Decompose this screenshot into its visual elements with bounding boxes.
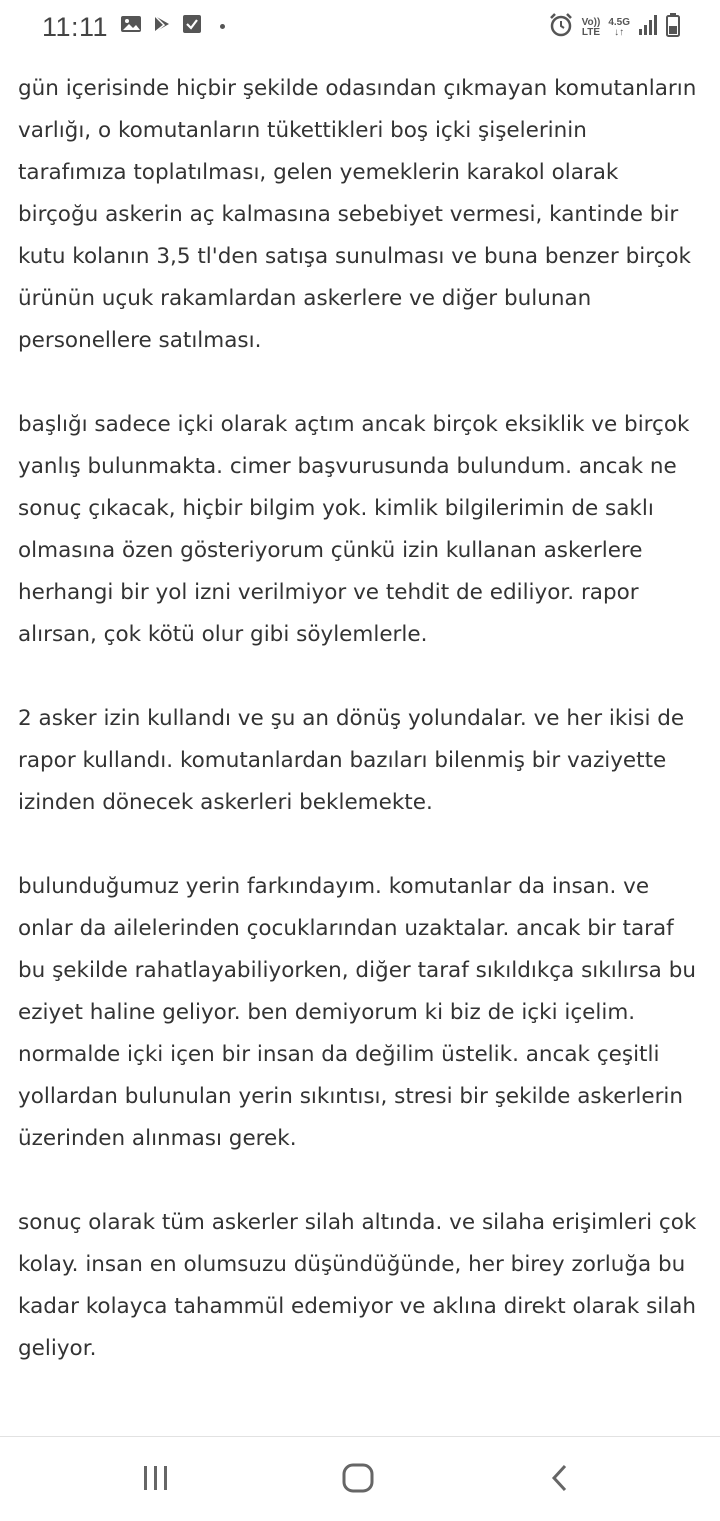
signal-icon xyxy=(638,14,658,41)
volte-bottom-label: LTE xyxy=(581,26,601,38)
article-paragraph: 2 asker izin kullandı ve şu an dönüş yolundalar. ve her ikisi de rapor kullandı. komutanlardan bazıları bilenmiş bir vaziyette izinden dönecek askerleri beklemekte. xyxy=(18,706,685,815)
volte-icon xyxy=(582,18,601,38)
gallery-icon xyxy=(120,15,142,38)
article-paragraph: bulunduğumuz yerin farkındayım. komutanlar da insan. ve onlar da ailelerinden çocuklarından uzaktalar. ancak bir taraf bu şekilde rahatlayabiliyorken, diğer taraf sıkıldıkça sıkılırsa bu eziyet haline geliyor. ben demiyorum ki biz de içki içelim. normalde içki içen bir insan da değilim üstelik. ancak çeşitli yollardan bulunulan yerin sıkıntısı, stresi bir şekilde askerlerin üzerinden alınması gerek. xyxy=(18,874,696,1151)
check-box-icon xyxy=(182,14,202,39)
recents-icon xyxy=(141,1464,171,1496)
article-paragraph: başlığı sadece içki olarak açtım ancak birçok eksiklik ve birçok yanlış bulunmakta. cimer başvurusunda bulundum. ancak ne sonuç çıkacak, hiçbir bilgim yok. kimlik bilgilerimin de saklı olmasına özen gösteriyorum çünkü izin kullanan askerlere herhangi bir yol izni verilmiyor ve tehdit de ediliyor. rapor alırsan, çok kötü olur gibi söylemlerle. xyxy=(18,412,690,647)
recents-button[interactable] xyxy=(136,1463,176,1497)
back-icon xyxy=(548,1463,572,1497)
article-paragraph: sonuç olarak tüm askerler silah altında. ve silaha erişimleri çok kolay. insan en olumsuzu düşündüğünde, her birey zorluğa bu kadar kolayca tahammül edemiyor ve aklına direkt olarak silah geliyor. xyxy=(18,1210,697,1361)
volte-top-label: Vo)) xyxy=(581,16,601,28)
system-icons xyxy=(548,12,680,43)
status-time: 11:11 xyxy=(42,12,109,42)
article-body xyxy=(0,58,720,1436)
home-button[interactable] xyxy=(338,1463,378,1497)
battery-icon xyxy=(666,13,680,42)
dot-icon xyxy=(220,24,225,29)
network-activity-label: ↓↑ xyxy=(614,26,625,38)
home-icon xyxy=(341,1462,375,1498)
play-store-icon xyxy=(152,14,172,39)
article-paragraph: gün içerisinde hiçbir şekilde odasından çıkmayan komutanların varlığı, o komutanların tükettikleri boş içki şişelerinin tarafımıza toplatılması, gelen yemeklerin karakol olarak birçoğu askerin aç kalmasına sebebiyet vermesi, kantinde bir kutu kolanın 3,5 tl'den satışa sunulması ve buna benzer birçok ürünün uçuk rakamlardan askerlere ve diğer bulunan personellere satılması. xyxy=(18,76,697,353)
status-bar xyxy=(0,0,720,56)
notification-icons xyxy=(120,14,225,39)
navigation-bar xyxy=(0,1436,720,1521)
network-4.5g-icon xyxy=(608,18,630,38)
network-type-label: 4.5G xyxy=(608,16,630,28)
back-button[interactable] xyxy=(540,1463,580,1497)
alarm-icon xyxy=(548,12,574,43)
